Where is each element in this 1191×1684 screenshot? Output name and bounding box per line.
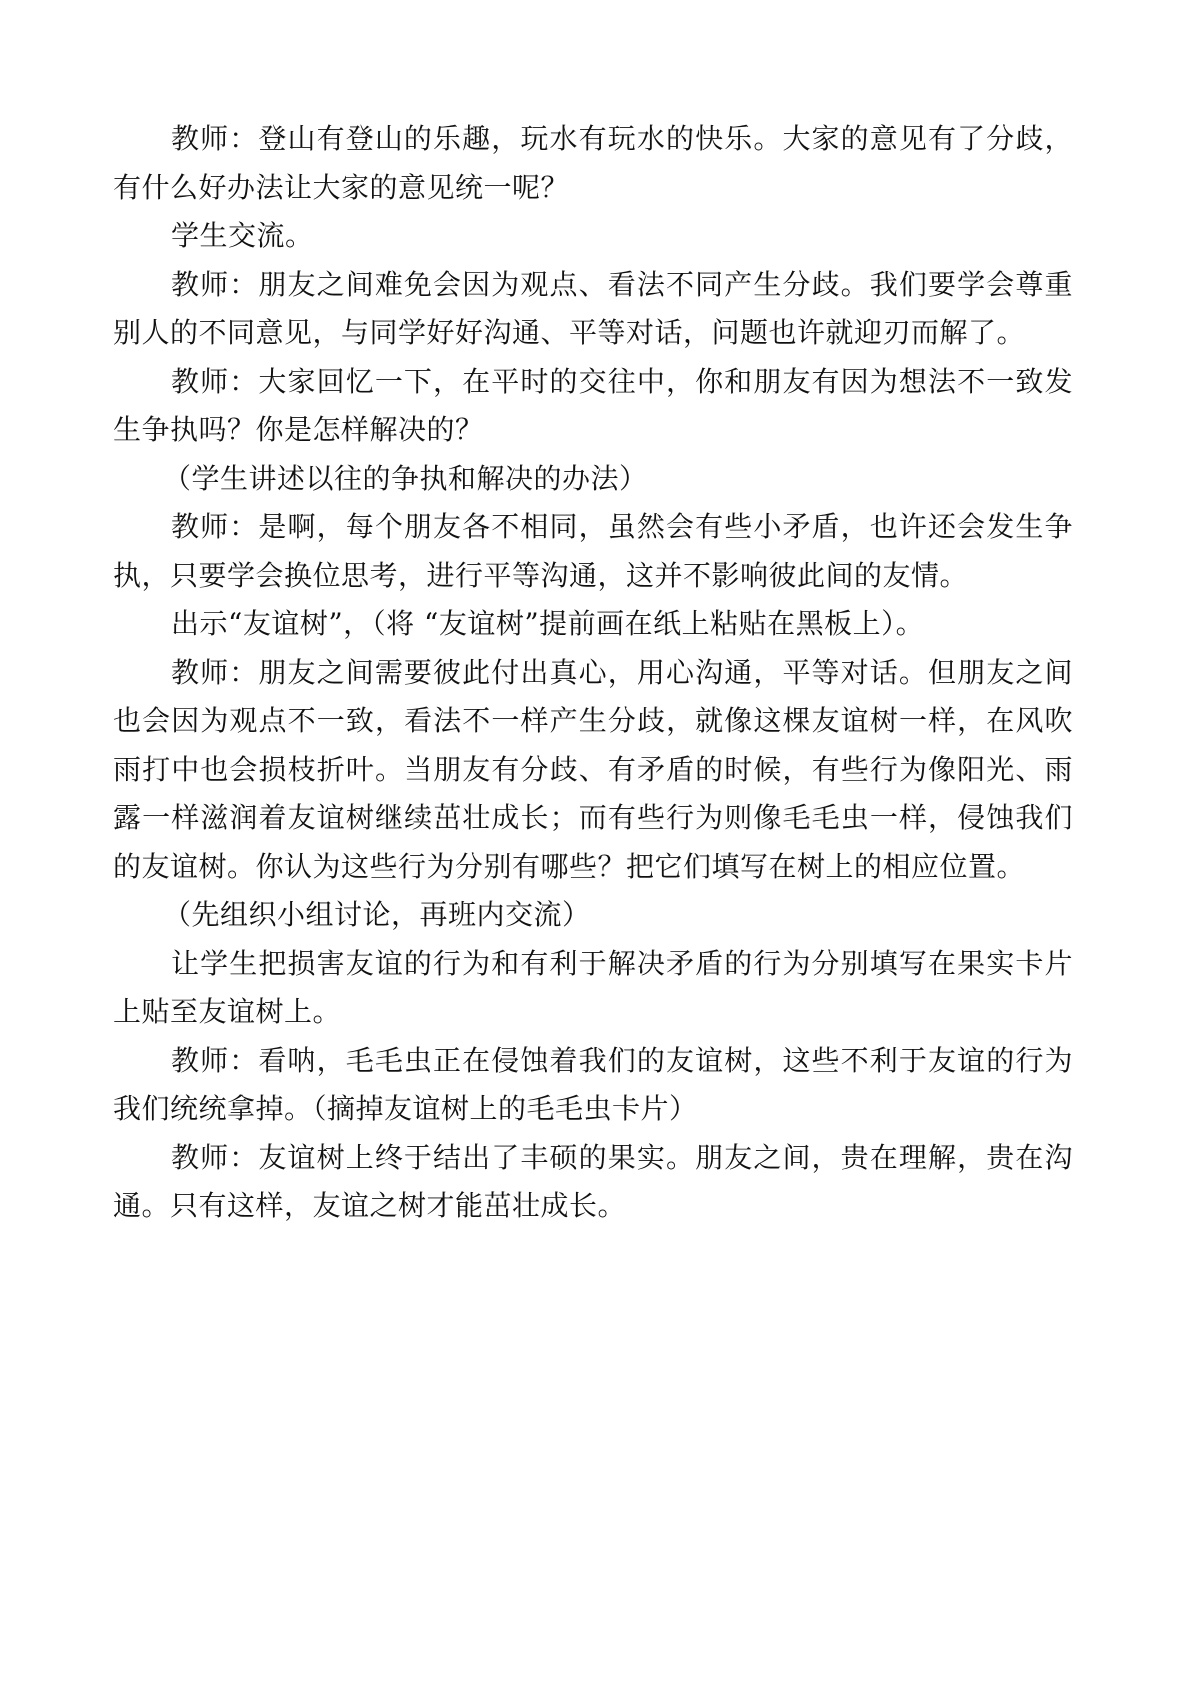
paragraph-teacher-friendship-tree: 教师：朋友之间需要彼此付出真心，用心沟通，平等对话。但朋友之间也会因为观点不一致，看法不一样产生分歧，就像这棵友谊树一样，在风吹雨打中也会损枝折叶。当朋友有分歧、有矛盾的时候，有些行为像阳光、雨露一样滋润着友谊树继续茁壮成长；而有些行为则像毛毛虫一样，侵蚀我们的友谊树。你认为这些行为分别有哪些？把它们填写在树上的相应位置。 [113,655,1073,883]
paragraph-student-exchange: 学生交流。 [171,219,314,252]
paragraph-teacher-respect-opinions: 教师：朋友之间难免会因为观点、看法不同产生分歧。我们要学会尊重别人的不同意见，与同学好好沟通、平等对话，问题也许就迎刃而解了。 [113,267,1073,349]
paragraph-teacher-fruitful: 教师：友谊树上终于结出了丰硕的果实。朋友之间，贵在理解，贵在沟通。只有这样，友谊之树才能茁壮成长。 [113,1140,1073,1222]
paragraph-teacher-caterpillar: 教师：看呐，毛毛虫正在侵蚀着我们的友谊树，这些不利于友谊的行为我们统统拿掉。（摘掉友谊树上的毛毛虫卡片） [113,1043,1073,1125]
paragraph-show-friendship-tree: 出示“友谊树”，（将 “友谊树”提前画在纸上粘贴在黑板上）。 [171,607,925,640]
document-body [113,115,1073,1231]
paragraph-teacher-each-friend: 教师：是啊，每个朋友各不相同，虽然会有些小矛盾，也许还会发生争执，只要学会换位思考，进行平等沟通，这并不影响彼此间的友情。 [113,510,1073,592]
paragraph-fill-fruit-cards: 让学生把损害友谊的行为和有利于解决矛盾的行为分别填写在果实卡片上贴至友谊树上。 [113,946,1073,1028]
paragraph-student-narrate: （学生讲述以往的争执和解决的办法） [163,461,648,495]
paragraph-teacher-mountain-water: 教师：登山有登山的乐趣，玩水有玩水的快乐。大家的意见有了分歧，有什么好办法让大家的意见统一呢？ [113,122,1073,204]
paragraph-teacher-recall-disputes: 教师：大家回忆一下，在平时的交往中，你和朋友有因为想法不一致发生争执吗？你是怎样解决的？ [113,364,1073,446]
paragraph-group-discussion: （先组织小组讨论，再班内交流） [163,898,591,931]
